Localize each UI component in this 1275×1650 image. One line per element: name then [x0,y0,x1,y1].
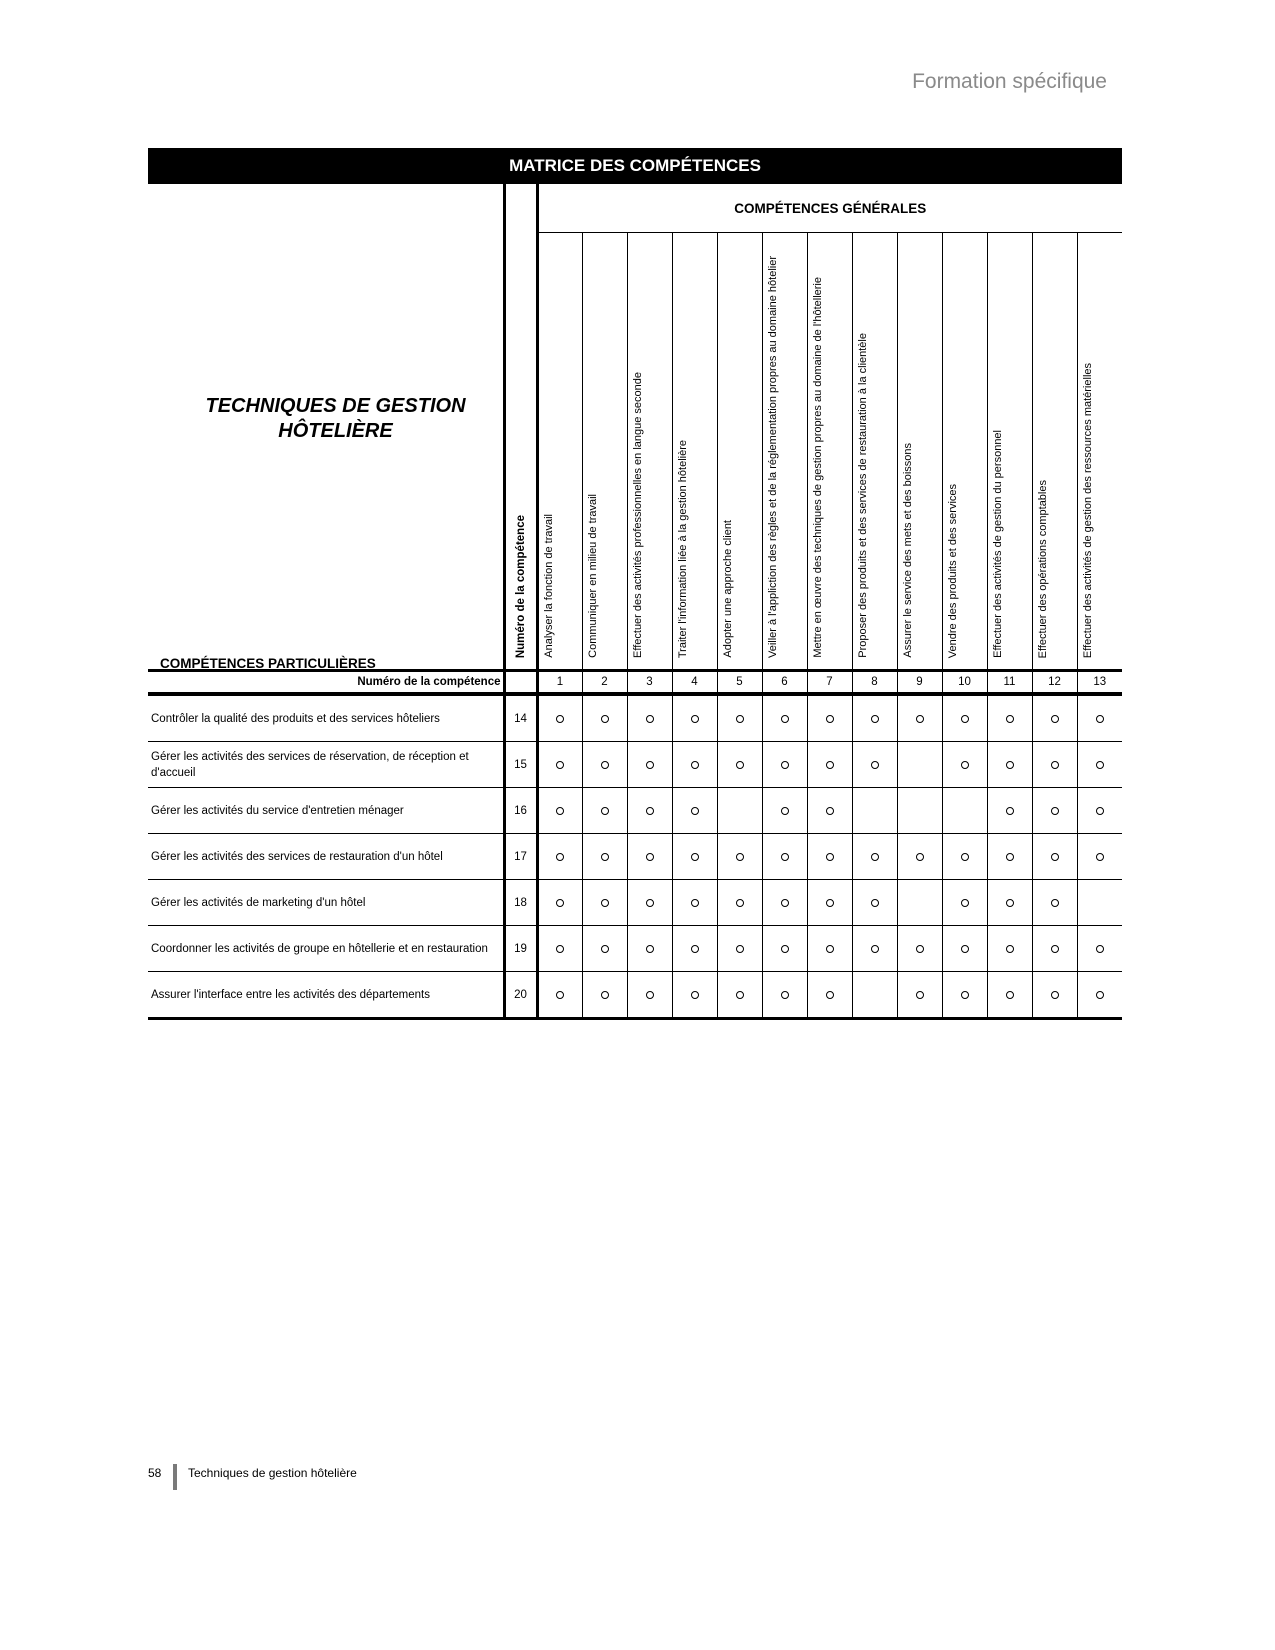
competency-matrix [148,148,1122,1020]
matrix-cell [537,834,582,880]
particular-competencies-label: COMPÉTENCES PARTICULIÈRES [160,656,376,671]
link-circle-icon [736,715,744,723]
matrix-cell [762,834,807,880]
matrix-cell [762,742,807,788]
general-competency-header [762,233,807,671]
link-circle-icon [601,715,609,723]
table-row [148,742,1122,788]
link-circle-icon [781,807,789,815]
table-row [148,972,1122,1019]
link-circle-icon [1096,807,1104,815]
matrix-cell [1032,694,1077,742]
general-competency-header [717,233,762,671]
link-circle-icon [646,899,654,907]
link-circle-icon [1096,715,1104,723]
footer-divider [173,1464,177,1490]
general-competency-number: 4 [672,671,717,695]
general-competency-header [852,233,897,671]
general-competency-label: Traiter l'information liée à la gestion hôtelière [676,439,689,658]
matrix-cell [897,926,942,972]
matrix-cell [807,694,852,742]
link-circle-icon [781,715,789,723]
matrix-banner: MATRICE DES COMPÉTENCES [148,148,1122,184]
general-competency-header [807,233,852,671]
link-circle-icon [961,853,969,861]
program-title-line-2: HÔTELIÈRE [278,420,393,442]
general-competency-header [582,233,627,671]
program-title-line-1: TECHNIQUES DE GESTION [205,395,466,417]
link-circle-icon [916,715,924,723]
program-title-cell [148,184,504,671]
link-circle-icon [691,991,699,999]
table-row [148,694,1122,742]
matrix-cell [852,926,897,972]
matrix-cell [942,926,987,972]
number-row-blank [504,671,537,695]
matrix-cell [897,972,942,1019]
particular-competency-number: 19 [504,926,537,972]
matrix-cell [942,972,987,1019]
link-circle-icon [1051,853,1059,861]
matrix-cell [987,880,1032,926]
matrix-cell [672,742,717,788]
link-circle-icon [556,945,564,953]
matrix-cell [717,880,762,926]
matrix-cell [762,926,807,972]
matrix-cell [672,880,717,926]
matrix-cell [807,972,852,1019]
particular-competency-label: Coordonner les activités de groupe en hôtellerie et en restauration [148,926,504,972]
link-circle-icon [691,945,699,953]
link-circle-icon [826,853,834,861]
matrix-cell [627,880,672,926]
general-competency-header [537,233,582,671]
matrix-cell [717,742,762,788]
particular-competency-number: 15 [504,742,537,788]
matrix-cell [672,834,717,880]
matrix-cell [672,788,717,834]
table-row [148,926,1122,972]
link-circle-icon [1006,761,1014,769]
link-circle-icon [556,991,564,999]
general-competency-label: Veiller à l'appliction des règles et de la réglementation propres au domaine hôtelier [766,255,779,658]
link-circle-icon [781,899,789,907]
footer-document-title: Techniques de gestion hôtelière [188,1466,357,1480]
link-circle-icon [1096,945,1104,953]
general-competency-label: Analyser la fonction de travail [542,514,555,658]
link-circle-icon [646,991,654,999]
matrix-cell [717,788,762,834]
matrix-cell [807,880,852,926]
general-competency-label: Effectuer des opérations comptables [1036,479,1049,658]
general-competency-label: Effectuer des activités de gestion du personnel [991,430,1004,658]
matrix-cell [582,880,627,926]
matrix-cell [987,834,1032,880]
matrix-cell [897,788,942,834]
matrix-cell [537,926,582,972]
link-circle-icon [1096,853,1104,861]
matrix-cell [672,972,717,1019]
matrix-cell [627,694,672,742]
matrix-cell [1032,742,1077,788]
link-circle-icon [1051,899,1059,907]
link-circle-icon [736,761,744,769]
link-circle-icon [826,945,834,953]
particular-competency-label: Gérer les activités de marketing d'un hôtel [148,880,504,926]
matrix-cell [942,694,987,742]
link-circle-icon [736,853,744,861]
link-circle-icon [781,991,789,999]
matrix-cell [1032,788,1077,834]
general-competency-header [1077,233,1122,671]
link-circle-icon [871,899,879,907]
matrix-cell [762,972,807,1019]
matrix-cell [1077,694,1122,742]
general-competency-number: 3 [627,671,672,695]
general-competency-number: 13 [1077,671,1122,695]
number-row-label: Numéro de la compétence [148,671,504,695]
particular-competency-number: 20 [504,972,537,1019]
link-circle-icon [601,853,609,861]
matrix-cell [897,694,942,742]
link-circle-icon [1006,991,1014,999]
general-competency-number: 10 [942,671,987,695]
link-circle-icon [961,945,969,953]
general-competencies-header: COMPÉTENCES GÉNÉRALES [537,184,1122,233]
particular-competency-label: Gérer les activités du service d'entretien ménager [148,788,504,834]
general-competency-number: 6 [762,671,807,695]
matrix-cell [582,834,627,880]
matrix-cell [987,694,1032,742]
link-circle-icon [601,807,609,815]
link-circle-icon [736,945,744,953]
general-competency-label: Adopter une approche client [721,520,734,658]
link-circle-icon [871,853,879,861]
general-competency-number: 8 [852,671,897,695]
matrix-cell [897,880,942,926]
number-column-label: Numéro de la compétence [514,514,527,658]
link-circle-icon [781,853,789,861]
matrix-cell [762,880,807,926]
matrix-cell [627,742,672,788]
matrix-cell [627,972,672,1019]
link-circle-icon [556,807,564,815]
link-circle-icon [736,991,744,999]
link-circle-icon [691,853,699,861]
matrix-cell [942,834,987,880]
matrix-cell [582,788,627,834]
matrix-cell [852,972,897,1019]
link-circle-icon [601,991,609,999]
general-competency-label: Assurer le service des mets et des boissons [901,443,914,658]
link-circle-icon [826,899,834,907]
matrix-cell [537,788,582,834]
link-circle-icon [1051,761,1059,769]
running-header: Formation spécifique [912,70,1107,93]
link-circle-icon [1006,899,1014,907]
link-circle-icon [1006,807,1014,815]
link-circle-icon [871,715,879,723]
link-circle-icon [556,853,564,861]
table-row [148,834,1122,880]
matrix-cell [987,742,1032,788]
link-circle-icon [1006,853,1014,861]
matrix-cell [852,742,897,788]
matrix-cell [1077,788,1122,834]
particular-competency-number: 18 [504,880,537,926]
general-competency-number: 12 [1032,671,1077,695]
matrix-cell [537,880,582,926]
link-circle-icon [826,991,834,999]
matrix-cell [807,788,852,834]
link-circle-icon [871,945,879,953]
link-circle-icon [961,715,969,723]
particular-competency-number: 14 [504,694,537,742]
matrix-cell [1077,880,1122,926]
link-circle-icon [646,761,654,769]
matrix-cell [942,880,987,926]
link-circle-icon [781,761,789,769]
matrix-cell [1032,926,1077,972]
link-circle-icon [916,991,924,999]
matrix-cell [717,926,762,972]
general-competency-label: Vendre des produits et des services [946,483,959,658]
general-competency-label: Mettre en œuvre des techniques de gestion propres au domaine de l'hôtellerie [811,277,824,658]
general-competency-number: 5 [717,671,762,695]
link-circle-icon [781,945,789,953]
general-competency-label: Effectuer des activités professionnelles en langue seconde [631,372,644,658]
link-circle-icon [916,945,924,953]
particular-competency-label: Assurer l'interface entre les activités des départements [148,972,504,1019]
link-circle-icon [1096,761,1104,769]
particular-competency-label: Contrôler la qualité des produits et des services hôteliers [148,694,504,742]
matrix-cell [1077,742,1122,788]
matrix-cell [1077,834,1122,880]
link-circle-icon [556,899,564,907]
link-circle-icon [646,853,654,861]
link-circle-icon [691,899,699,907]
matrix-cell [852,694,897,742]
matrix-cell [897,834,942,880]
matrix-cell [582,926,627,972]
link-circle-icon [871,761,879,769]
matrix-cell [582,972,627,1019]
matrix-cell [537,972,582,1019]
link-circle-icon [736,899,744,907]
matrix-cell [852,834,897,880]
matrix-cell [987,788,1032,834]
link-circle-icon [826,715,834,723]
matrix-cell [582,694,627,742]
link-circle-icon [961,761,969,769]
general-competency-label: Proposer des produits et des services de restauration à la clientèle [856,333,869,658]
matrix-cell [987,926,1032,972]
matrix-cell [762,788,807,834]
link-circle-icon [691,807,699,815]
general-competency-label: Communiquer en milieu de travail [586,494,599,658]
link-circle-icon [691,715,699,723]
matrix-cell [987,972,1032,1019]
link-circle-icon [601,899,609,907]
link-circle-icon [646,807,654,815]
general-competency-header [1032,233,1077,671]
matrix-cell [942,742,987,788]
matrix-cell [537,742,582,788]
general-competency-label: Effectuer des activités de gestion des ressources matérielles [1081,362,1094,658]
matrix-cell [627,834,672,880]
table-row [148,880,1122,926]
link-circle-icon [691,761,699,769]
link-circle-icon [916,853,924,861]
general-competency-number: 11 [987,671,1032,695]
link-circle-icon [826,807,834,815]
matrix-cell [762,694,807,742]
matrix-cell [717,694,762,742]
link-circle-icon [646,715,654,723]
link-circle-icon [556,715,564,723]
particular-competency-label: Gérer les activités des services de restauration d'un hôtel [148,834,504,880]
matrix-cell [1032,880,1077,926]
matrix-cell [852,880,897,926]
general-competency-header [987,233,1032,671]
general-competency-header [627,233,672,671]
matrix-cell [807,926,852,972]
link-circle-icon [961,899,969,907]
matrix-cell [627,926,672,972]
general-competency-header [672,233,717,671]
matrix-cell [852,788,897,834]
table-row [148,788,1122,834]
matrix-cell [537,694,582,742]
matrix-cell [582,742,627,788]
link-circle-icon [1051,991,1059,999]
matrix-cell [717,834,762,880]
link-circle-icon [601,761,609,769]
matrix-cell [897,742,942,788]
general-competency-number: 7 [807,671,852,695]
link-circle-icon [1051,807,1059,815]
matrix-cell [1032,972,1077,1019]
general-competency-header [897,233,942,671]
general-competency-number: 2 [582,671,627,695]
general-competency-header [942,233,987,671]
link-circle-icon [646,945,654,953]
matrix-cell [942,788,987,834]
page-number: 58 [148,1466,162,1480]
matrix-cell [807,834,852,880]
matrix-cell [717,972,762,1019]
link-circle-icon [1006,945,1014,953]
general-competency-number: 9 [897,671,942,695]
matrix-cell [807,742,852,788]
link-circle-icon [1006,715,1014,723]
link-circle-icon [601,945,609,953]
link-circle-icon [1051,715,1059,723]
link-circle-icon [826,761,834,769]
particular-competency-label: Gérer les activités des services de réservation, de réception et d'accueil [148,742,504,788]
link-circle-icon [556,761,564,769]
matrix-cell [1077,972,1122,1019]
particular-competency-number: 16 [504,788,537,834]
particular-competency-number: 17 [504,834,537,880]
program-title [148,394,523,444]
link-circle-icon [961,991,969,999]
link-circle-icon [1096,991,1104,999]
general-competency-number: 1 [537,671,582,695]
link-circle-icon [1051,945,1059,953]
matrix-cell [1032,834,1077,880]
matrix-cell [672,926,717,972]
matrix-cell [627,788,672,834]
matrix-cell [672,694,717,742]
matrix-cell [1077,926,1122,972]
